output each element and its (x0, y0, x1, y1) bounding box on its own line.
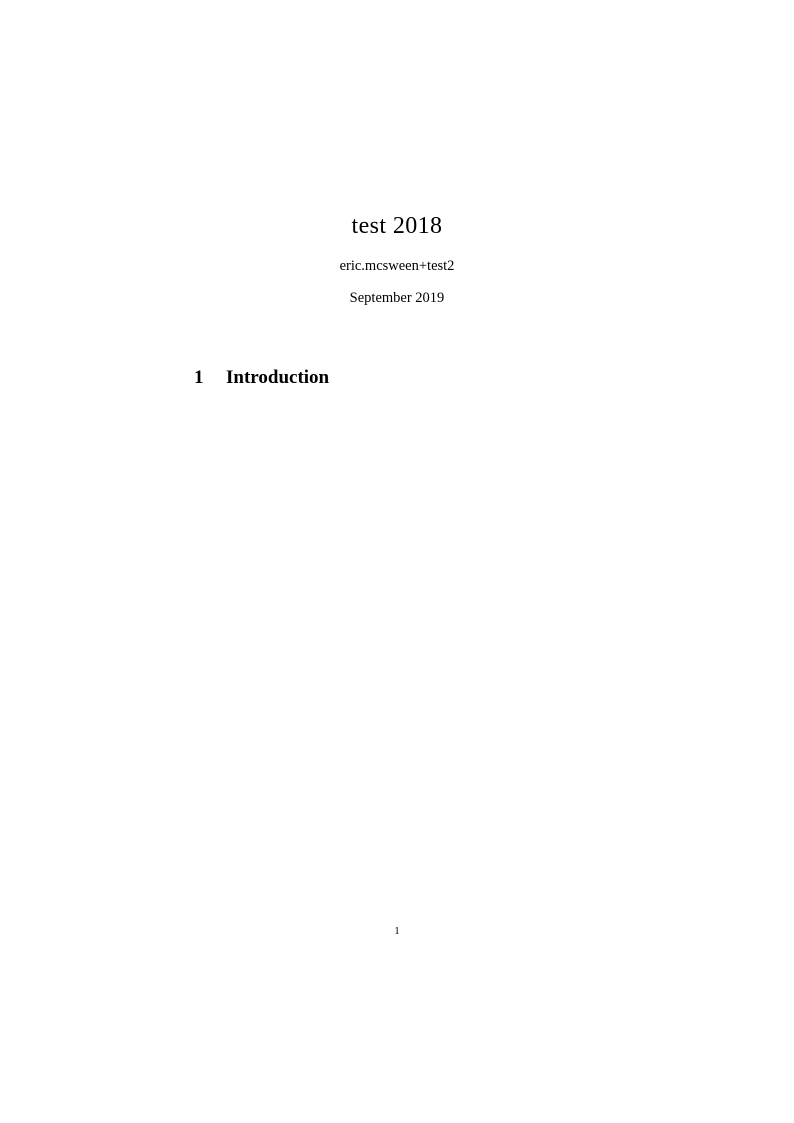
section-title: Introduction (226, 366, 330, 388)
section-heading-introduction (175, 342, 329, 413)
page-title: test 2018 (351, 213, 443, 239)
document-date: September 2019 (349, 290, 445, 306)
page-number: 1 (394, 925, 400, 937)
document-author: eric.mcsween+test2 (339, 258, 455, 274)
section-number: 1 (194, 366, 204, 388)
